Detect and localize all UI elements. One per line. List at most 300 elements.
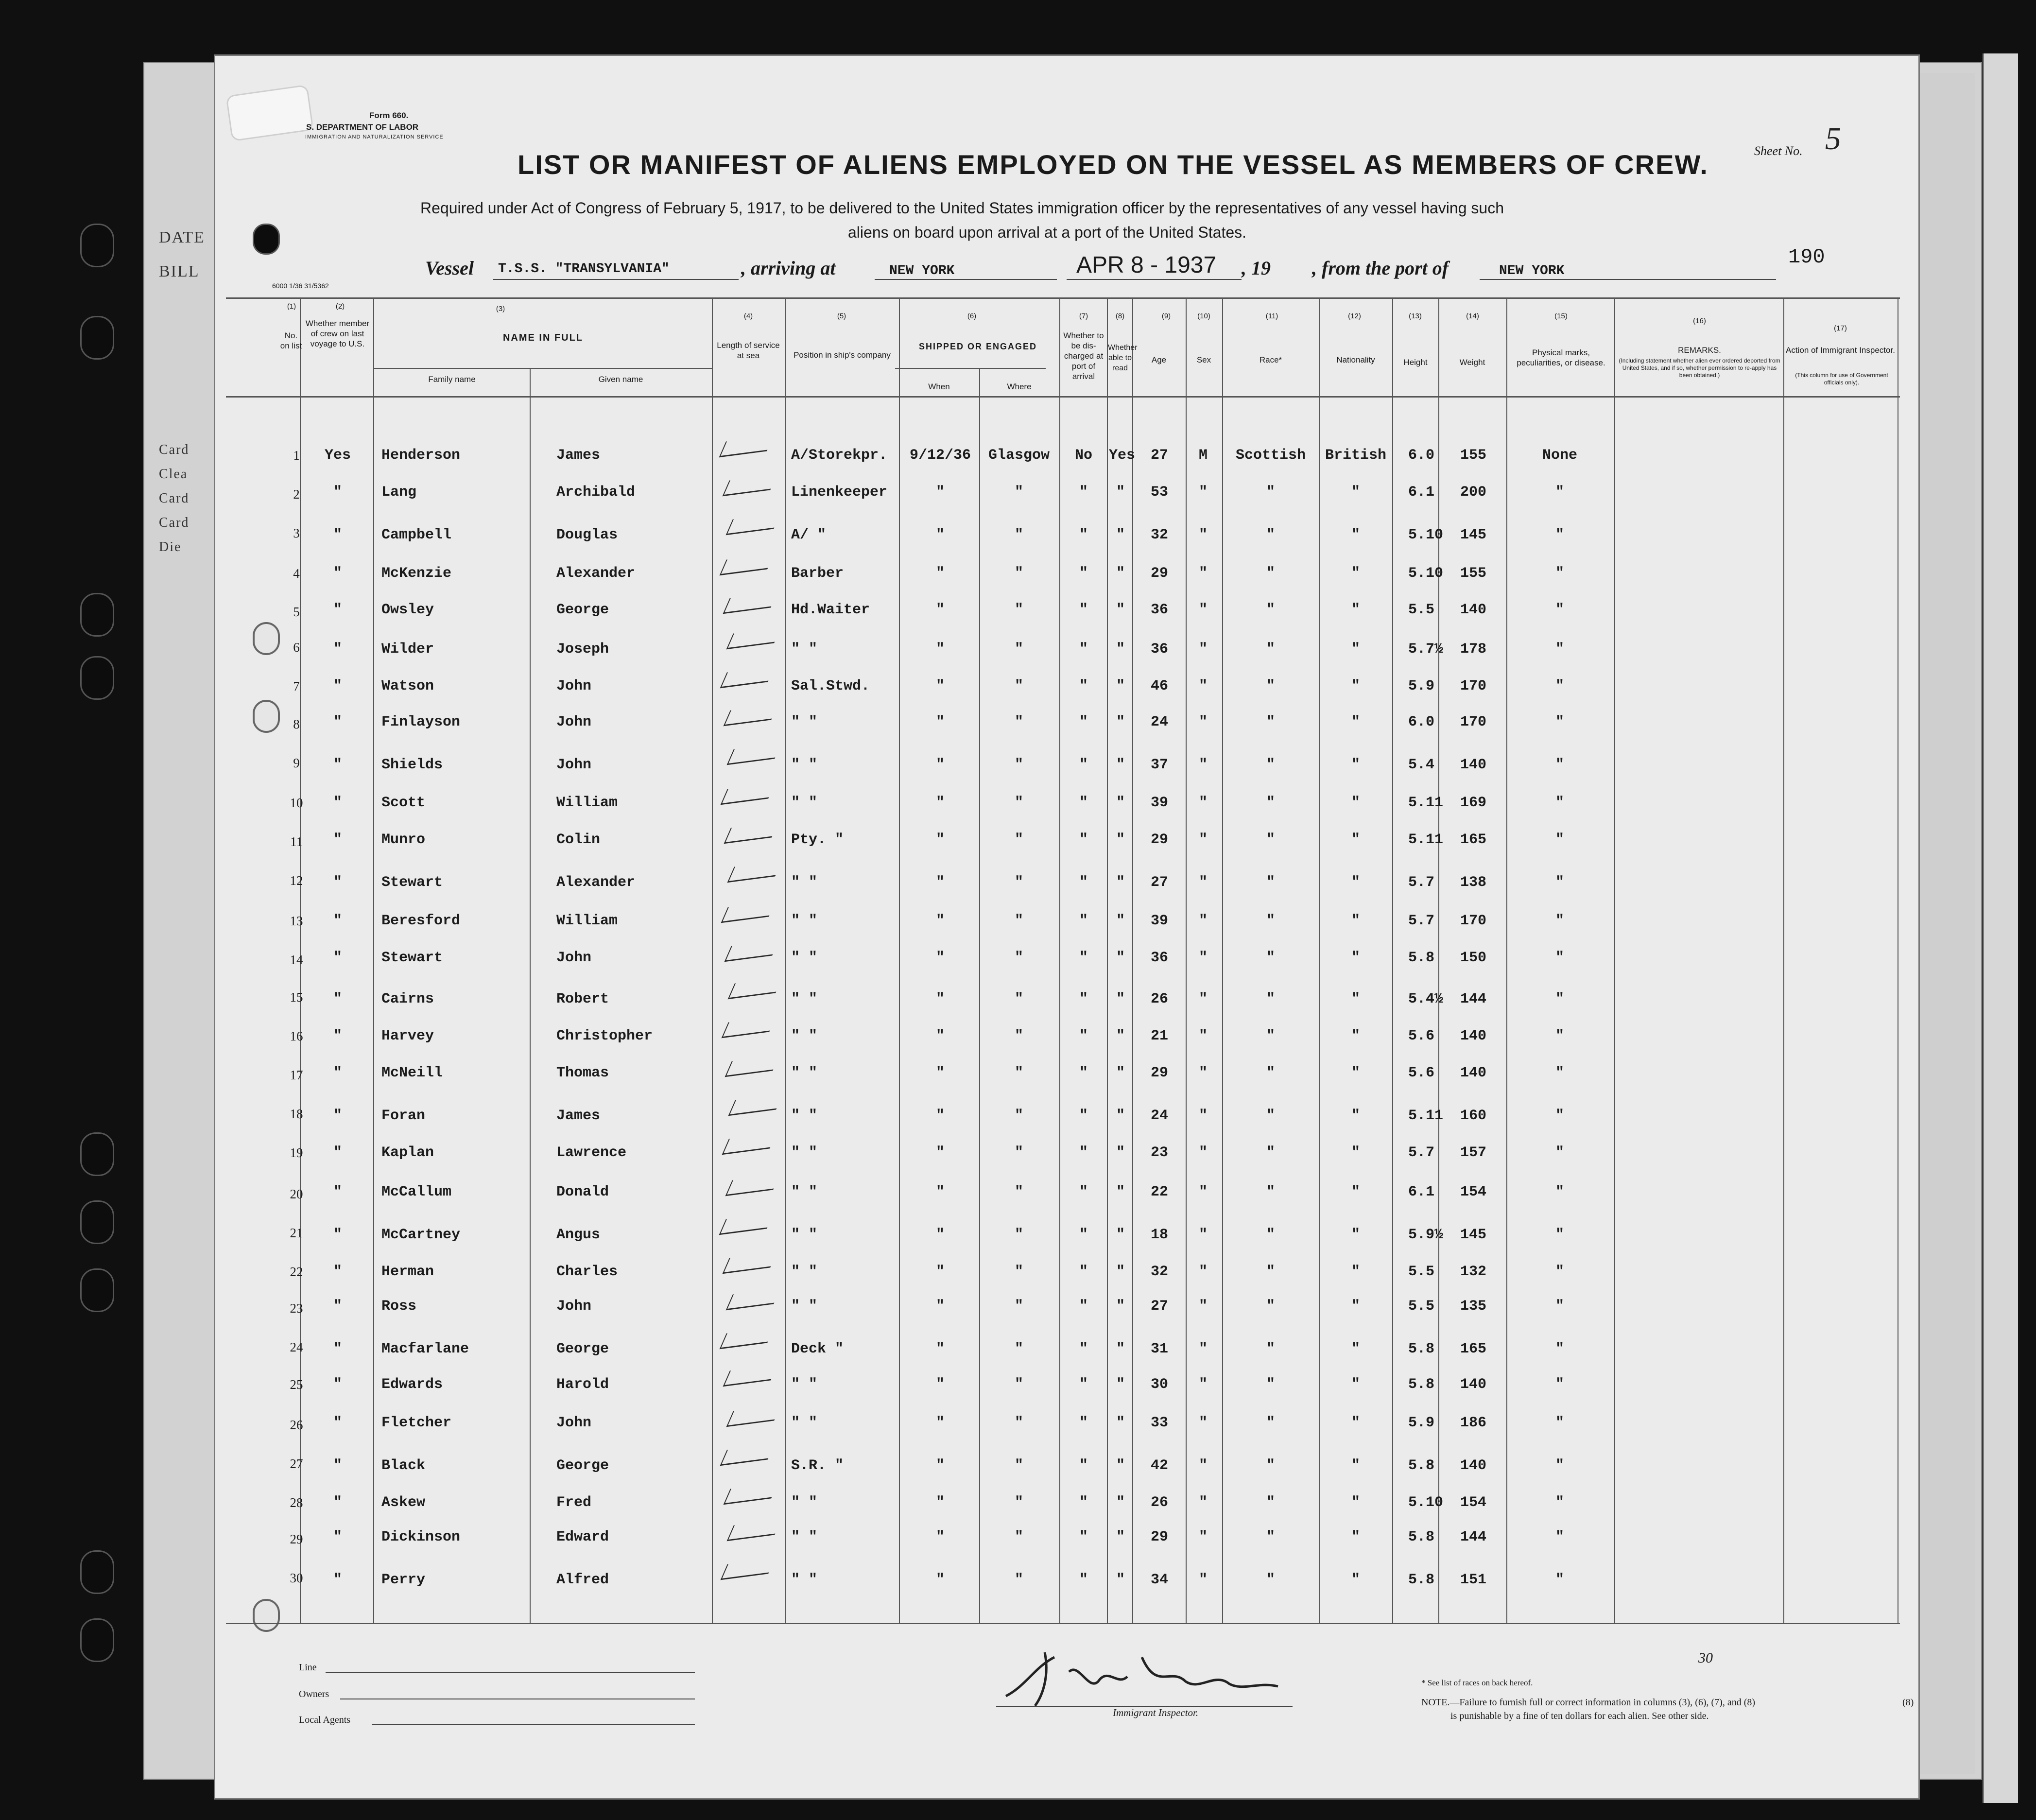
height: 5.8 <box>1408 950 1435 966</box>
race: " <box>1266 1494 1275 1511</box>
position: A/ " <box>791 527 827 543</box>
member-cell: " <box>333 1572 342 1588</box>
binder-hole <box>80 1618 114 1662</box>
physical-marks: " <box>1555 991 1564 1007</box>
sex: " <box>1198 795 1208 811</box>
race: " <box>1266 1227 1275 1243</box>
family-name: Perry <box>381 1572 426 1588</box>
height: 5.11 <box>1408 795 1444 811</box>
shipped-where: " <box>1014 641 1023 658</box>
column-rule <box>1783 297 1784 1623</box>
weight: 157 <box>1460 1144 1487 1161</box>
age: 29 <box>1151 1529 1169 1545</box>
discharge-status: " <box>1079 1457 1088 1474</box>
shipped-where: " <box>1014 832 1023 848</box>
physical-marks: " <box>1555 484 1564 501</box>
row-number: 1 <box>293 448 300 463</box>
given-name: Fred <box>556 1494 592 1511</box>
age: 53 <box>1151 484 1169 501</box>
row-number: 28 <box>290 1495 303 1510</box>
weight: 155 <box>1460 447 1487 464</box>
able-to-read: " <box>1116 1415 1125 1431</box>
shipped-when: " <box>935 678 945 694</box>
sex: " <box>1198 1572 1208 1588</box>
member-cell: " <box>333 1144 342 1161</box>
sex: " <box>1198 484 1208 501</box>
nationality: " <box>1351 1227 1360 1243</box>
stub-label-date: DATE <box>159 228 205 246</box>
race: " <box>1266 1184 1275 1200</box>
row-number: 25 <box>290 1377 303 1392</box>
page-number: 190 <box>1788 245 1825 269</box>
able-to-read: " <box>1116 913 1125 929</box>
weight: 140 <box>1460 757 1487 773</box>
able-to-read: " <box>1116 874 1125 891</box>
from-port-label: , from the port of <box>1312 257 1449 279</box>
col-header-physical-marks: Physical marks, peculiarities, or disease. <box>1517 348 1605 367</box>
given-name: Alfred <box>556 1572 609 1588</box>
race: " <box>1266 1341 1275 1357</box>
able-to-read: " <box>1116 1572 1125 1588</box>
col-num-13: (13) <box>1409 312 1422 320</box>
row-number: 19 <box>290 1145 303 1160</box>
physical-marks: " <box>1555 1572 1564 1588</box>
able-to-read: " <box>1116 678 1125 694</box>
family-name: Owsley <box>381 602 434 618</box>
physical-marks: " <box>1555 1529 1564 1545</box>
physical-marks: " <box>1555 757 1564 773</box>
physical-marks: " <box>1555 1184 1564 1200</box>
height: 6.1 <box>1408 1184 1435 1200</box>
position: " " <box>791 1572 818 1588</box>
member-cell: Yes <box>324 447 351 464</box>
weight: 155 <box>1460 565 1487 582</box>
able-to-read: " <box>1116 991 1125 1007</box>
discharge-status: " <box>1079 874 1088 891</box>
given-name: George <box>556 1341 609 1357</box>
position: Sal.Stwd. <box>791 678 870 694</box>
age: 29 <box>1151 832 1169 848</box>
given-name: Archibald <box>556 484 636 501</box>
penalty-note-2: is punishable by a fine of ten dollars for each alien. See other side. <box>1450 1711 1709 1721</box>
family-name: Beresford <box>381 913 461 929</box>
shipped-when: " <box>935 1144 945 1161</box>
family-name: Black <box>381 1457 426 1474</box>
physical-marks: " <box>1555 527 1564 543</box>
weight: 144 <box>1460 1529 1487 1545</box>
discharge-status: " <box>1079 565 1088 582</box>
nationality: " <box>1351 1494 1360 1511</box>
col-num-11: (11) <box>1265 312 1278 320</box>
physical-marks: " <box>1555 1264 1564 1280</box>
col-header-remarks-note: (Including statement whether alien ever ordered deported from United States, and if so, whether permission to re-apply has been obtained.) <box>1619 357 1780 379</box>
sex: " <box>1198 714 1208 730</box>
column-rule <box>1319 297 1320 1623</box>
sex: " <box>1198 1494 1208 1511</box>
physical-marks: " <box>1555 1065 1564 1081</box>
nationality: " <box>1351 1341 1360 1357</box>
nationality: " <box>1351 757 1360 773</box>
sex: " <box>1198 641 1208 658</box>
age: 36 <box>1151 950 1169 966</box>
shipped-when: " <box>935 1494 945 1511</box>
height: 6.0 <box>1408 714 1435 730</box>
able-to-read: " <box>1116 527 1125 543</box>
member-cell: " <box>333 1341 342 1357</box>
edge-mark: (8) <box>1902 1697 1914 1708</box>
member-cell: " <box>333 1264 342 1280</box>
column-rule <box>1614 297 1615 1623</box>
row-number: 6 <box>293 640 300 655</box>
shipped-when: " <box>935 1065 945 1081</box>
weight: 138 <box>1460 874 1487 891</box>
age: 22 <box>1151 1184 1169 1200</box>
height: 5.8 <box>1408 1529 1435 1545</box>
member-cell: " <box>333 1028 342 1044</box>
age: 32 <box>1151 1264 1169 1280</box>
given-name: George <box>556 602 609 618</box>
able-to-read: " <box>1116 1227 1125 1243</box>
position: " " <box>791 1376 818 1393</box>
age: 29 <box>1151 1065 1169 1081</box>
col-header-given: Given name <box>598 375 643 384</box>
given-name: Edward <box>556 1529 609 1545</box>
column-rule <box>373 297 374 1623</box>
column-rule <box>785 297 786 1623</box>
discharge-status: " <box>1079 1108 1088 1124</box>
weight: 170 <box>1460 714 1487 730</box>
row-number: 7 <box>293 679 300 693</box>
sex: " <box>1198 527 1208 543</box>
able-to-read: " <box>1116 484 1125 501</box>
age: 21 <box>1151 1028 1169 1044</box>
margin-mark: 30 <box>1698 1650 1713 1666</box>
shipped-when: " <box>935 950 945 966</box>
age: 27 <box>1151 1298 1169 1315</box>
row-number: 23 <box>290 1301 303 1316</box>
weight: 170 <box>1460 913 1487 929</box>
col-header-read: Whether able to read <box>1108 344 1138 372</box>
physical-marks: " <box>1555 795 1564 811</box>
nationality: " <box>1351 832 1360 848</box>
row-number: 17 <box>290 1068 303 1082</box>
race: " <box>1266 795 1275 811</box>
col-header-member: Whether member of crew on last voyage to U.S. <box>305 319 370 348</box>
col-header-weight: Weight <box>1459 358 1485 367</box>
family-name: Harvey <box>381 1028 434 1044</box>
col-header-family: Family name <box>428 375 476 384</box>
age: 39 <box>1151 795 1169 811</box>
race: " <box>1266 678 1275 694</box>
given-name: Joseph <box>556 641 609 658</box>
sheet-label: Sheet No. <box>1754 144 1803 158</box>
column-rule <box>1392 297 1393 1623</box>
position: " " <box>791 714 818 730</box>
discharge-status: " <box>1079 484 1088 501</box>
shipped-when: " <box>935 1227 945 1243</box>
shipped-where: " <box>1014 678 1023 694</box>
able-to-read: " <box>1116 832 1125 848</box>
weight: 140 <box>1460 1065 1487 1081</box>
nationality: " <box>1351 991 1360 1007</box>
weight: 154 <box>1460 1184 1487 1200</box>
given-name: John <box>556 1298 592 1315</box>
able-to-read: " <box>1116 1298 1125 1315</box>
weight: 150 <box>1460 950 1487 966</box>
nationality: " <box>1351 1028 1360 1044</box>
weight: 160 <box>1460 1108 1487 1124</box>
position: " " <box>791 874 818 891</box>
position: Linenkeeper <box>791 484 888 501</box>
row-number: 27 <box>290 1456 303 1471</box>
discharge-status: " <box>1079 1264 1088 1280</box>
member-cell: " <box>333 641 342 658</box>
column-rule <box>1107 297 1108 1623</box>
discharge-status: " <box>1079 714 1088 730</box>
race: " <box>1266 1028 1275 1044</box>
physical-marks: " <box>1555 678 1564 694</box>
shipped-when: " <box>935 565 945 582</box>
nationality: " <box>1351 484 1360 501</box>
col-num-17: (17) <box>1834 324 1847 332</box>
sex: " <box>1198 1415 1208 1431</box>
able-to-read: " <box>1116 1457 1125 1474</box>
nationality: " <box>1351 641 1360 658</box>
given-name: Thomas <box>556 1065 609 1081</box>
age: 27 <box>1151 447 1169 464</box>
sex: " <box>1198 874 1208 891</box>
physical-marks: " <box>1555 1144 1564 1161</box>
nationality: " <box>1351 1572 1360 1588</box>
col-num-12: (12) <box>1348 312 1361 320</box>
family-name: McCartney <box>381 1227 461 1243</box>
sheet-edge-shadow <box>1917 73 1975 1774</box>
col-header-remarks: REMARKS. <box>1678 346 1721 355</box>
subtitle-line-1: Required under Act of Congress of February 5, 1917, to be delivered to the United States immigration officer by the representatives of any vessel having such <box>420 199 1504 217</box>
age: 34 <box>1151 1572 1169 1588</box>
shipped-where: " <box>1014 757 1023 773</box>
col-num-9: (9) <box>1161 312 1171 320</box>
member-cell: " <box>333 1376 342 1393</box>
sex: " <box>1198 1264 1208 1280</box>
family-name: McKenzie <box>381 565 452 582</box>
sex: " <box>1198 602 1208 618</box>
physical-marks: " <box>1555 714 1564 730</box>
shipped-where: " <box>1014 1341 1023 1357</box>
able-to-read: " <box>1116 1065 1125 1081</box>
sex: " <box>1198 1298 1208 1315</box>
position: " " <box>791 913 818 929</box>
row-number: 15 <box>290 990 303 1005</box>
member-cell: " <box>333 874 342 891</box>
shipped-when: " <box>935 913 945 929</box>
position: " " <box>791 1227 818 1243</box>
age: 46 <box>1151 678 1169 694</box>
given-name: Christopher <box>556 1028 653 1044</box>
stub-label-bill: BILL <box>159 262 200 280</box>
col-num-16: (16) <box>1693 317 1706 325</box>
age: 18 <box>1151 1227 1169 1243</box>
sex: " <box>1198 1529 1208 1545</box>
able-to-read: " <box>1116 714 1125 730</box>
height: 5.6 <box>1408 1065 1435 1081</box>
shipped-when: " <box>935 795 945 811</box>
member-cell: " <box>333 832 342 848</box>
year-label: , 19 <box>1242 257 1271 279</box>
discharge-status: " <box>1079 757 1088 773</box>
shipped-when: " <box>935 874 945 891</box>
col-header-height: Height <box>1403 358 1428 367</box>
row-number: 5 <box>293 605 300 619</box>
from-port-underline <box>1480 279 1776 280</box>
race: " <box>1266 1065 1275 1081</box>
position: " " <box>791 757 818 773</box>
weight: 165 <box>1460 832 1487 848</box>
age: 26 <box>1151 991 1169 1007</box>
discharge-status: " <box>1079 1494 1088 1511</box>
weight: 140 <box>1460 1028 1487 1044</box>
discharge-status: " <box>1079 1184 1088 1200</box>
weight: 140 <box>1460 602 1487 618</box>
height: 5.8 <box>1408 1457 1435 1474</box>
binder-hole <box>80 1268 114 1312</box>
row-number: 26 <box>290 1418 303 1432</box>
member-cell: " <box>333 1227 342 1243</box>
physical-marks: " <box>1555 1227 1564 1243</box>
shipped-where: " <box>1014 1376 1023 1393</box>
shipped-when: " <box>935 1572 945 1588</box>
age: 29 <box>1151 565 1169 582</box>
age: 33 <box>1151 1415 1169 1431</box>
position: " " <box>791 1184 818 1200</box>
sex: " <box>1198 1341 1208 1357</box>
age: 31 <box>1151 1341 1169 1357</box>
column-rule <box>1222 297 1223 1623</box>
discharge-status: No <box>1074 447 1092 464</box>
given-name: William <box>556 795 618 811</box>
age: 26 <box>1151 1494 1169 1511</box>
member-cell: " <box>333 913 342 929</box>
physical-marks: " <box>1555 832 1564 848</box>
family-name: Shields <box>381 757 443 773</box>
column-rule <box>979 368 980 1623</box>
given-name: George <box>556 1457 609 1474</box>
height: 5.11 <box>1408 1108 1444 1124</box>
race: " <box>1266 565 1275 582</box>
inspector-label: Immigrant Inspector. <box>1113 1707 1199 1718</box>
race: " <box>1266 714 1275 730</box>
side-label: Die <box>159 539 182 555</box>
shipped-when: " <box>935 832 945 848</box>
family-name: McNeill <box>381 1065 443 1081</box>
position: " " <box>791 1529 818 1545</box>
able-to-read: " <box>1116 950 1125 966</box>
height: 5.11 <box>1408 832 1444 848</box>
given-name: James <box>556 447 601 464</box>
shipped-when: " <box>935 1341 945 1357</box>
family-name: Campbell <box>381 527 452 543</box>
age: 24 <box>1151 1108 1169 1124</box>
shipped-when: " <box>935 757 945 773</box>
family-name: Munro <box>381 832 426 848</box>
given-name: Harold <box>556 1376 609 1393</box>
shipped-where: " <box>1014 1144 1023 1161</box>
physical-marks: " <box>1555 602 1564 618</box>
given-name: John <box>556 714 592 730</box>
weight: 132 <box>1460 1264 1487 1280</box>
binder-hole <box>80 593 114 637</box>
col-num-15: (15) <box>1554 312 1568 320</box>
age: 24 <box>1151 714 1169 730</box>
height: 6.0 <box>1408 447 1435 464</box>
position: " " <box>791 1298 818 1315</box>
race: " <box>1266 1415 1275 1431</box>
discharge-status: " <box>1079 1065 1088 1081</box>
nationality: " <box>1351 1264 1360 1280</box>
height: 5.8 <box>1408 1572 1435 1588</box>
member-cell: " <box>333 484 342 501</box>
discharge-status: " <box>1079 991 1088 1007</box>
col-header-nationality: Nationality <box>1336 355 1375 364</box>
race: " <box>1266 832 1275 848</box>
family-name: Macfarlane <box>381 1341 469 1357</box>
sex: " <box>1198 950 1208 966</box>
sex: " <box>1198 832 1208 848</box>
race: " <box>1266 527 1275 543</box>
shipped-where: Glasgow <box>988 447 1050 464</box>
row-number: 10 <box>290 796 303 810</box>
col-header-age: Age <box>1151 355 1167 364</box>
given-name: John <box>556 1415 592 1431</box>
race: " <box>1266 991 1275 1007</box>
nationality: " <box>1351 1415 1360 1431</box>
shipped-where: " <box>1014 1227 1023 1243</box>
shipped-when: " <box>935 1108 945 1124</box>
sex: " <box>1198 1376 1208 1393</box>
height: 6.1 <box>1408 484 1435 501</box>
shipped-where: " <box>1014 1457 1023 1474</box>
able-to-read: " <box>1116 1376 1125 1393</box>
side-label: Card <box>159 515 190 530</box>
vessel-label: Vessel <box>425 257 474 279</box>
footer-line-label: Line <box>299 1662 317 1673</box>
col-header-race: Race* <box>1259 355 1282 364</box>
given-name: Robert <box>556 991 609 1007</box>
position: " " <box>791 1494 818 1511</box>
nationality: " <box>1351 1376 1360 1393</box>
sex: " <box>1198 1227 1208 1243</box>
able-to-read: " <box>1116 1028 1125 1044</box>
shipped-where: " <box>1014 714 1023 730</box>
col-num-7: (7) <box>1079 312 1088 320</box>
date-stamp: APR 8 - 1937 <box>1076 252 1217 278</box>
position: " " <box>791 1144 818 1161</box>
physical-marks: " <box>1555 1298 1564 1315</box>
physical-marks: " <box>1555 565 1564 582</box>
column-rule <box>1132 297 1133 1623</box>
member-cell: " <box>333 1415 342 1431</box>
nationality: " <box>1351 527 1360 543</box>
right-binding-strip <box>1983 53 2018 1803</box>
family-name: Herman <box>381 1264 434 1280</box>
height: 5.4 <box>1408 757 1435 773</box>
age: 30 <box>1151 1376 1169 1393</box>
given-name: Alexander <box>556 874 636 891</box>
family-name: Finlayson <box>381 714 461 730</box>
col-header-no-on-list: No. on list <box>280 331 302 350</box>
age: 23 <box>1151 1144 1169 1161</box>
member-cell: " <box>333 1298 342 1315</box>
